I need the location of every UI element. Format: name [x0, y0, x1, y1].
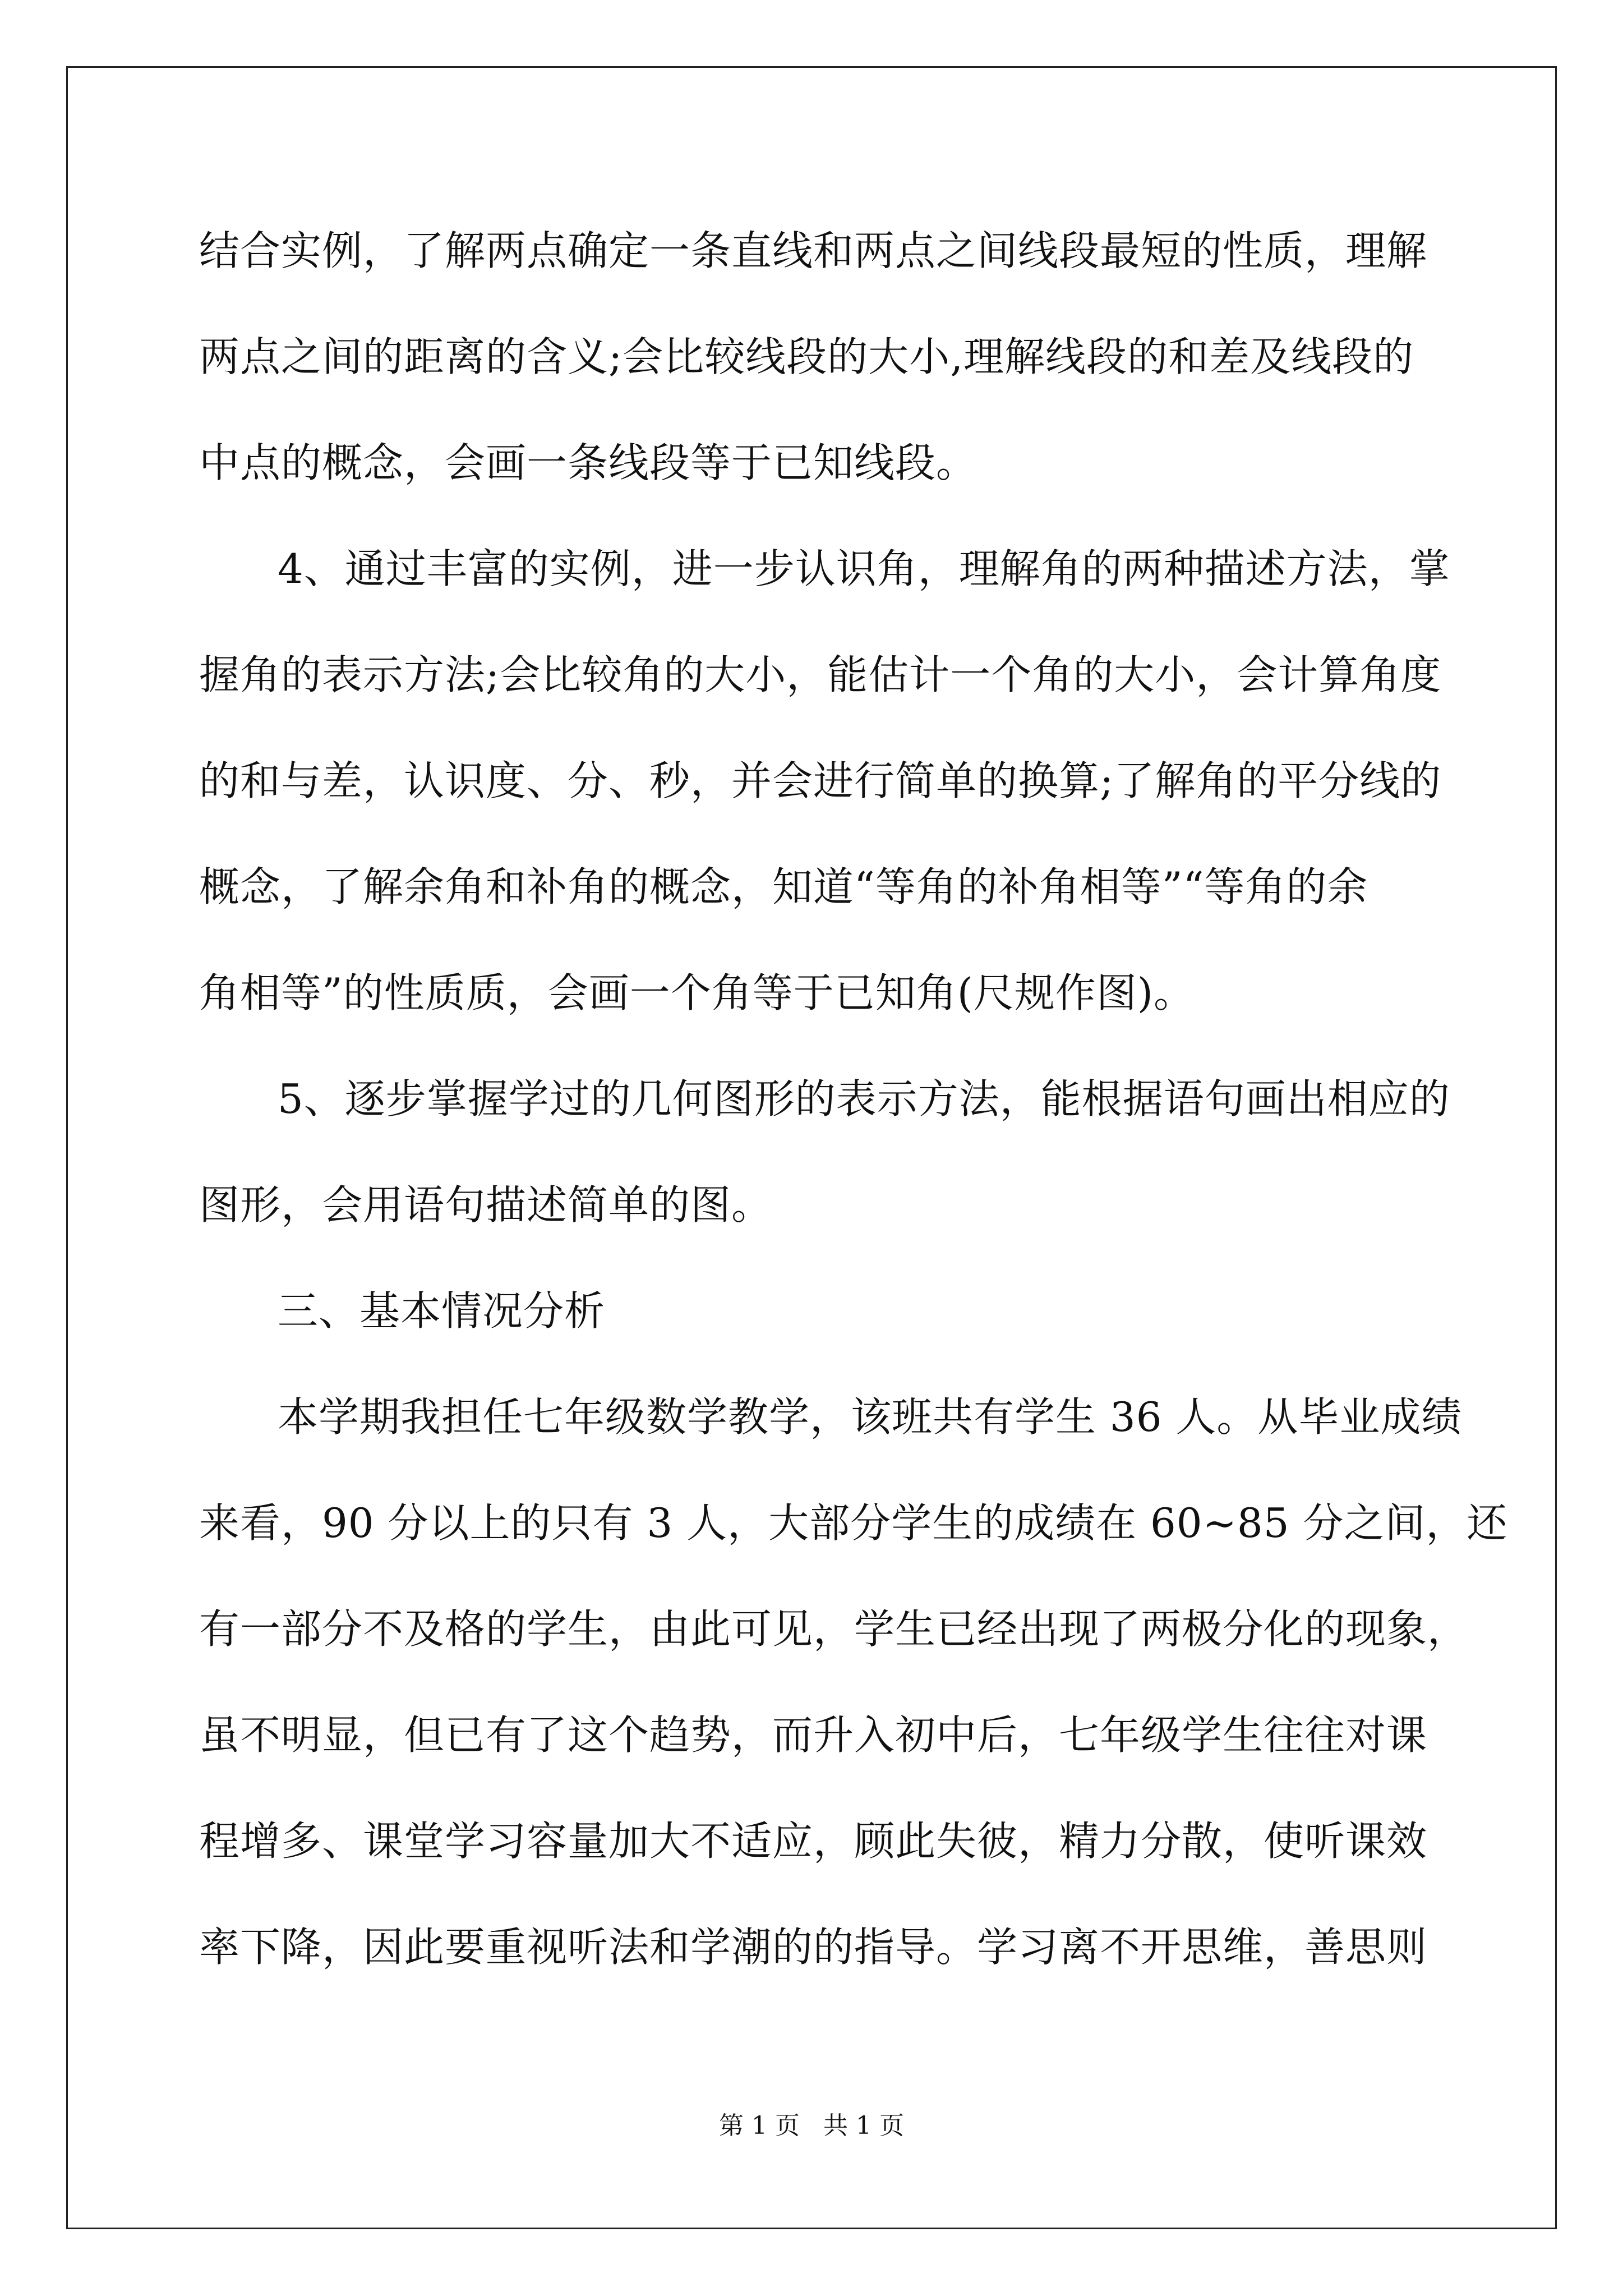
text-line: 程增多、课堂学习容量加大不适应，顾此失彼，精力分散，使听课效 — [199, 1818, 1428, 1865]
text-line: 概念，了解余角和补角的概念，知道“等角的补角相等”“等角的余 — [199, 863, 1368, 910]
page-border — [66, 66, 1557, 2229]
text-line: 5、逐步掌握学过的几何图形的表示方法，能根据语句画出相应的 — [278, 1075, 1450, 1122]
text-line: 中点的概念，会画一条线段等于已知线段。 — [199, 439, 978, 486]
text-line: 率下降，因此要重视听法和学潮的的指导。学习离不开思维，善思则 — [199, 1924, 1428, 1971]
text-line: 本学期我担任七年级数学教学，该班共有学生 36 人。从毕业成绩 — [278, 1393, 1463, 1441]
text-line: 角相等”的性质质，会画一个角等于已知角(尺规作图)。 — [199, 969, 1195, 1016]
text-line: 有一部分不及格的学生，由此可见，学生已经出现了两极分化的现象， — [199, 1605, 1469, 1653]
text-line: 的和与差，认识度、分、秒，并会进行简单的换算;了解角的平分线的 — [199, 757, 1442, 804]
text-line: 虽不明显，但已有了这个趋势，而升入初中后，七年级学生往往对课 — [199, 1711, 1428, 1759]
text-line: 来看，90 分以上的只有 3 人，大部分学生的成绩在 60~85 分之间，还 — [199, 1499, 1508, 1547]
text-line: 4、通过丰富的实例，进一步认识角，理解角的两种描述方法，掌 — [278, 545, 1450, 592]
section-heading: 三、基本情况分析 — [278, 1287, 606, 1335]
page-footer: 第 1 页 共 1 页 — [719, 2111, 904, 2140]
text-line: 结合实例，了解两点确定一条直线和两点之间线段最短的性质，理解 — [199, 227, 1428, 274]
text-line: 两点之间的距离的含义;会比较线段的大小,理解线段的和差及线段的 — [199, 333, 1414, 380]
text-line: 图形，会用语句描述简单的图。 — [199, 1181, 773, 1228]
text-line: 握角的表示方法;会比较角的大小，能估计一个角的大小，会计算角度 — [199, 651, 1442, 698]
